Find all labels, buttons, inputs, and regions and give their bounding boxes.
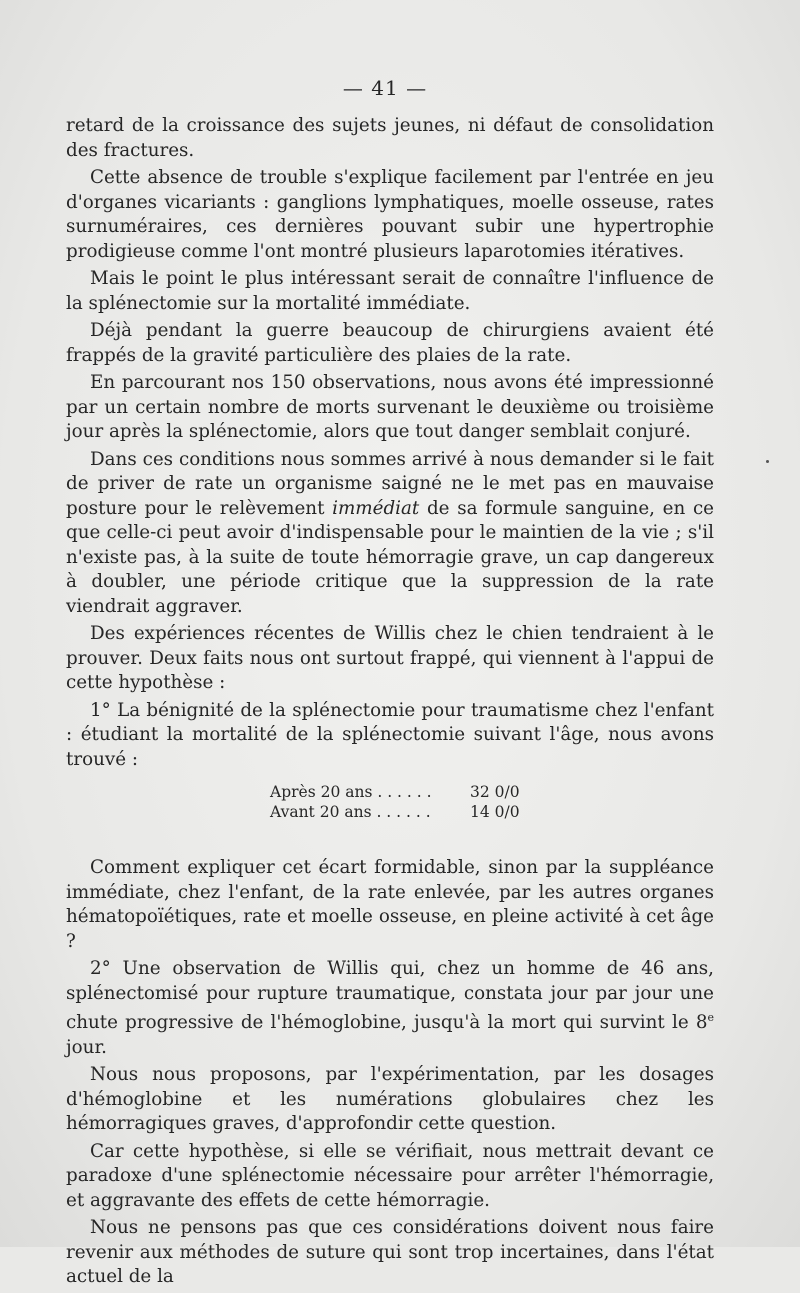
table-row — [270, 782, 714, 802]
page-body — [66, 114, 714, 1293]
row-value: 14 0/0 — [470, 803, 520, 821]
paragraph-13: Nous ne pensons pas que ces considérations doivent nous faire revenir aux méthodes de suture qui sont trop incertaines, dans l'état actuel de la — [66, 1217, 714, 1288]
paper-speck — [766, 460, 769, 463]
table-row — [270, 802, 714, 822]
paragraph-6-text-b: de sa formule sanguine, en ce que celle-ci peut avoir d'indispensable pour le maintien de la vie ; s'il n'existe pas, à la suite de toute hémorragie grave, un cap dangereux à doubler, une période critique que la suppression de la rate viendrait aggraver. — [66, 497, 715, 617]
paragraph-10-text-b: jour. — [66, 1036, 107, 1058]
paragraph-2: Cette absence de trouble s'explique facilement par l'entrée en jeu d'organes vicariants : ganglions lymphatiques, moelle osseuse, rates surnuméraires, ces dernières pouvant subir une hypertrophie prodigieuse comme l'ont montré plusieurs laparotomies itératives. — [66, 167, 714, 262]
paragraph-3: Mais le point le plus intéressant serait de connaître l'influence de la splénectomie sur la mortalité immédiate. — [66, 268, 714, 314]
paragraph-8: 1° La bénignité de la splénectomie pour traumatisme chez l'enfant : étudiant la mortalité de la splénectomie suivant l'âge, nous avons trouvé : — [66, 699, 714, 770]
paragraph-9: Comment expliquer cet écart formidable, sinon par la suppléance immédiate, chez l'enfant, de la rate enlevée, par les autres organes hématopoïétiques, rate et moelle osseuse, en pleine activité à cet âge ? — [66, 857, 714, 952]
spacer — [66, 826, 714, 856]
paragraph-5: En parcourant nos 150 observations, nous avons été impressionné par un certain nombre de morts survenant le deuxième ou troisième jour après la splénectomie, alors que tout danger semblait conjuré. — [66, 372, 714, 442]
paragraph-10 — [66, 957, 714, 1060]
paragraph-6-text-a: Dans ces conditions nous sommes arrivé à nous demander si le fait de priver de rate un organisme saigné ne le met pas en mauvaise posture pour le relèvement — [66, 448, 714, 519]
paragraph-4: Déjà pendant la guerre beaucoup de chirurgiens avaient été frappés de la gravité particulière des plaies de la rate. — [66, 320, 714, 366]
emphasis-immediat: immédiat — [332, 497, 420, 519]
page-number: — 41 — — [342, 76, 428, 100]
row-value: 32 0/0 — [470, 783, 520, 801]
paragraph-11: Nous nous proposons, par l'expérimentation, par les dosages d'hémoglobine et les numérations globulaires chez les hémorragiques graves, d'approfondir cette question. — [66, 1064, 714, 1135]
paragraph-6 — [66, 448, 714, 620]
paragraph-7: Des expériences récentes de Willis chez le chien tendraient à le prouver. Deux faits nous ont surtout frappé, qui viennent à l'appui de cette hypothèse : — [66, 623, 714, 693]
row-label: Avant 20 ans . . . . . . — [270, 803, 431, 821]
paragraph-10-text-a: 2° Une observation de Willis qui, chez un homme de 46 ans, splénectomisé pour rupture traumatique, constata jour par jour une chute progressive de l'hémoglobine, jusqu'à la mort qui survint le 8 — [66, 958, 714, 1034]
paragraph-12: Car cette hypothèse, si elle se vérifiait, nous mettrait devant ce paradoxe d'une splénectomie nécessaire pour arrêter l'hémorragie, et aggravante des effets de cette hémorragie. — [66, 1140, 714, 1211]
superscript-e: e — [707, 1011, 714, 1024]
row-label: Après 20 ans . . . . . . — [270, 783, 432, 801]
paragraph-1: retard de la croissance des sujets jeunes, ni défaut de consolidation des fractures. — [66, 115, 714, 161]
mortality-table — [66, 782, 714, 822]
